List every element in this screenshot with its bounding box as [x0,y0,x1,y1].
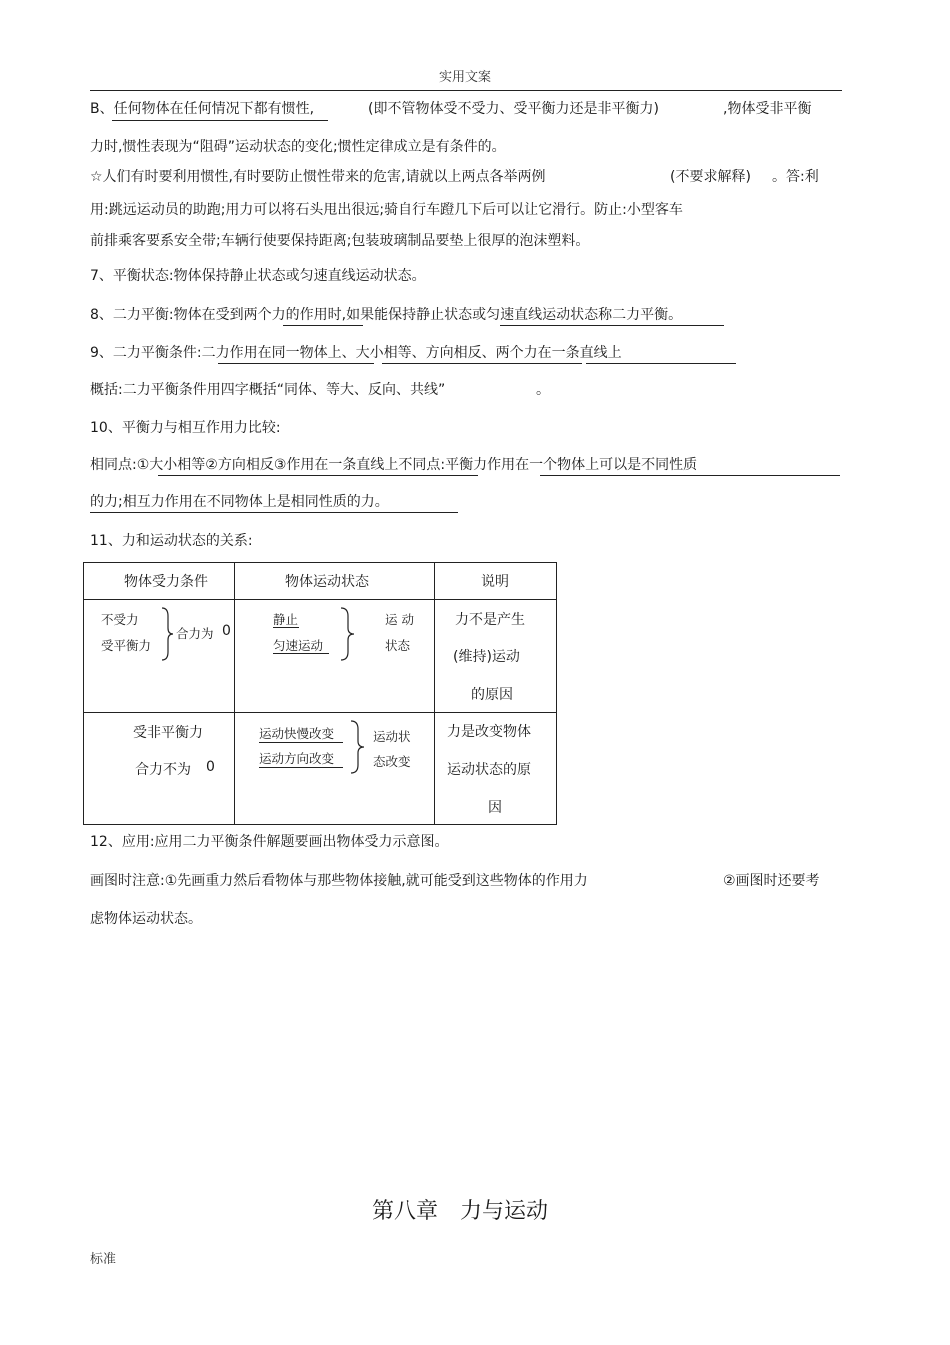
cond-balanced: 受平衡力 [101,638,152,653]
row1-note [435,600,557,713]
brace-icon [339,606,355,662]
cond-value: 0 [206,759,215,775]
line-examples-2: 用:跳远运动员的助跑;用力可以将石头甩出很远;骑自行车蹬几下后可以让它滑行。防止:小型客车 [90,202,683,218]
state-speed-change: 运动快慢改变 [259,726,335,741]
item-9: 9、二力平衡条件:二力作用在同一物体上、大小相等、方向相反、两个力在一条直线上 [90,345,622,361]
table-header-cell [435,563,557,600]
page-header-title: 实用文案 [438,70,491,85]
underline [540,475,840,476]
item-7: 7、平衡状态:物体保持静止状态或匀速直线运动状态。 [90,268,426,284]
underline [158,475,478,476]
cond-unbalanced: 受非平衡力 [133,725,203,741]
state-static: 静止 [273,612,299,627]
cond-value: 0 [222,623,231,639]
cond-net-nonzero: 合力不为 [135,762,191,778]
item-8: 8、二力平衡:物体在受到两个力的作用时,如果能保持静止状态或匀速直线运动状态称二力平衡。 [90,307,683,323]
cond-result: 合力为 [176,626,214,641]
item-9-summary [90,379,550,401]
note-line-2: 运动状态的原 [447,762,531,778]
note-line-2: (维持)运动 [453,649,520,665]
header-rule [90,90,842,91]
table-header-cell [84,563,235,600]
state-direction-change: 运动方向改变 [259,751,335,766]
state-result-2: 态改变 [373,754,411,769]
note-line-3: 的原因 [471,687,513,703]
line-examples [90,166,819,188]
item-10: 10、平衡力与相互作用力比较: [90,420,281,436]
row2-condition [84,713,235,825]
item-10-diff: 的力;相互力作用在不同物体上是相同性质的力。 [90,494,389,510]
note-line-1: 力是改变物体 [447,724,531,740]
line-b [90,98,812,120]
header-state: 物体运动状态 [285,574,369,590]
underline [500,325,724,326]
cond-no-force: 不受力 [101,612,139,627]
underline [586,363,736,364]
underline [283,325,363,326]
state-result-2: 状态 [385,638,411,653]
line-examples-part2: (不要求解释) [670,169,751,185]
state-result-1: 运动状 [373,729,411,744]
item-9-summary-end: 。 [536,382,550,398]
underline [218,363,374,364]
underline [382,363,582,364]
force-motion-table [83,562,557,825]
underline [273,627,299,628]
line-b-part3: ,物体受非平衡 [723,101,812,117]
line-b-part1: B、任何物体在任何情况下都有惯性, [90,101,315,117]
item-12-note-part2: ②画图时还要考 [723,873,820,889]
item-12-note-part1: 画图时注意:①先画重力然后看物体与那些物体接触,就可能受到这些物体的作用力 [90,873,588,889]
item-12-note-2: 虑物体运动状态。 [90,911,202,927]
table-header-cell [235,563,435,600]
row2-note [435,713,557,825]
line-inertia-cond: 力时,惯性表现为“阻碍”运动状态的变化;惯性定律成立是有条件的。 [90,139,506,155]
underline [112,120,328,121]
header-note: 说明 [481,574,509,590]
state-result-1: 运 动 [385,612,414,627]
line-b-part2: (即不管物体受不受力、受平衡力还是非平衡力) [368,101,659,117]
underline [259,742,343,743]
underline [273,653,329,654]
brace-icon [349,719,365,775]
item-11: 11、力和运动状态的关系: [90,533,253,549]
underline [259,767,343,768]
chapter-title: 第八章 力与运动 [371,1199,548,1224]
page-footer: 标准 [90,1252,117,1267]
header-condition: 物体受力条件 [124,574,208,590]
item-10-same: 相同点:①大小相等②方向相反③作用在一条直线上不同点:平衡力作用在一个物体上可以是不同性质 [90,457,698,473]
note-line-1: 力不是产生 [455,612,525,628]
row1-state [235,600,435,713]
line-examples-part1: ☆人们有时要利用惯性,有时要防止惯性带来的危害,请就以上两点各举两例 [90,169,546,185]
brace-icon [160,606,174,662]
line-examples-part3: 。答:利 [772,169,819,185]
line-examples-3: 前排乘客要系安全带;车辆行使要保持距离;包装玻璃制品要垫上很厚的泡沫塑料。 [90,233,590,249]
item-12: 12、应用:应用二力平衡条件解题要画出物体受力示意图。 [90,834,449,850]
item-9-summary-text: 概括:二力平衡条件用四字概括“同体、等大、反向、共线” [90,382,446,398]
row1-condition [84,600,235,713]
item-12-note [90,870,820,892]
state-uniform: 匀速运动 [273,638,324,653]
note-line-3: 因 [488,800,502,816]
underline [90,512,458,513]
row2-state [235,713,435,825]
